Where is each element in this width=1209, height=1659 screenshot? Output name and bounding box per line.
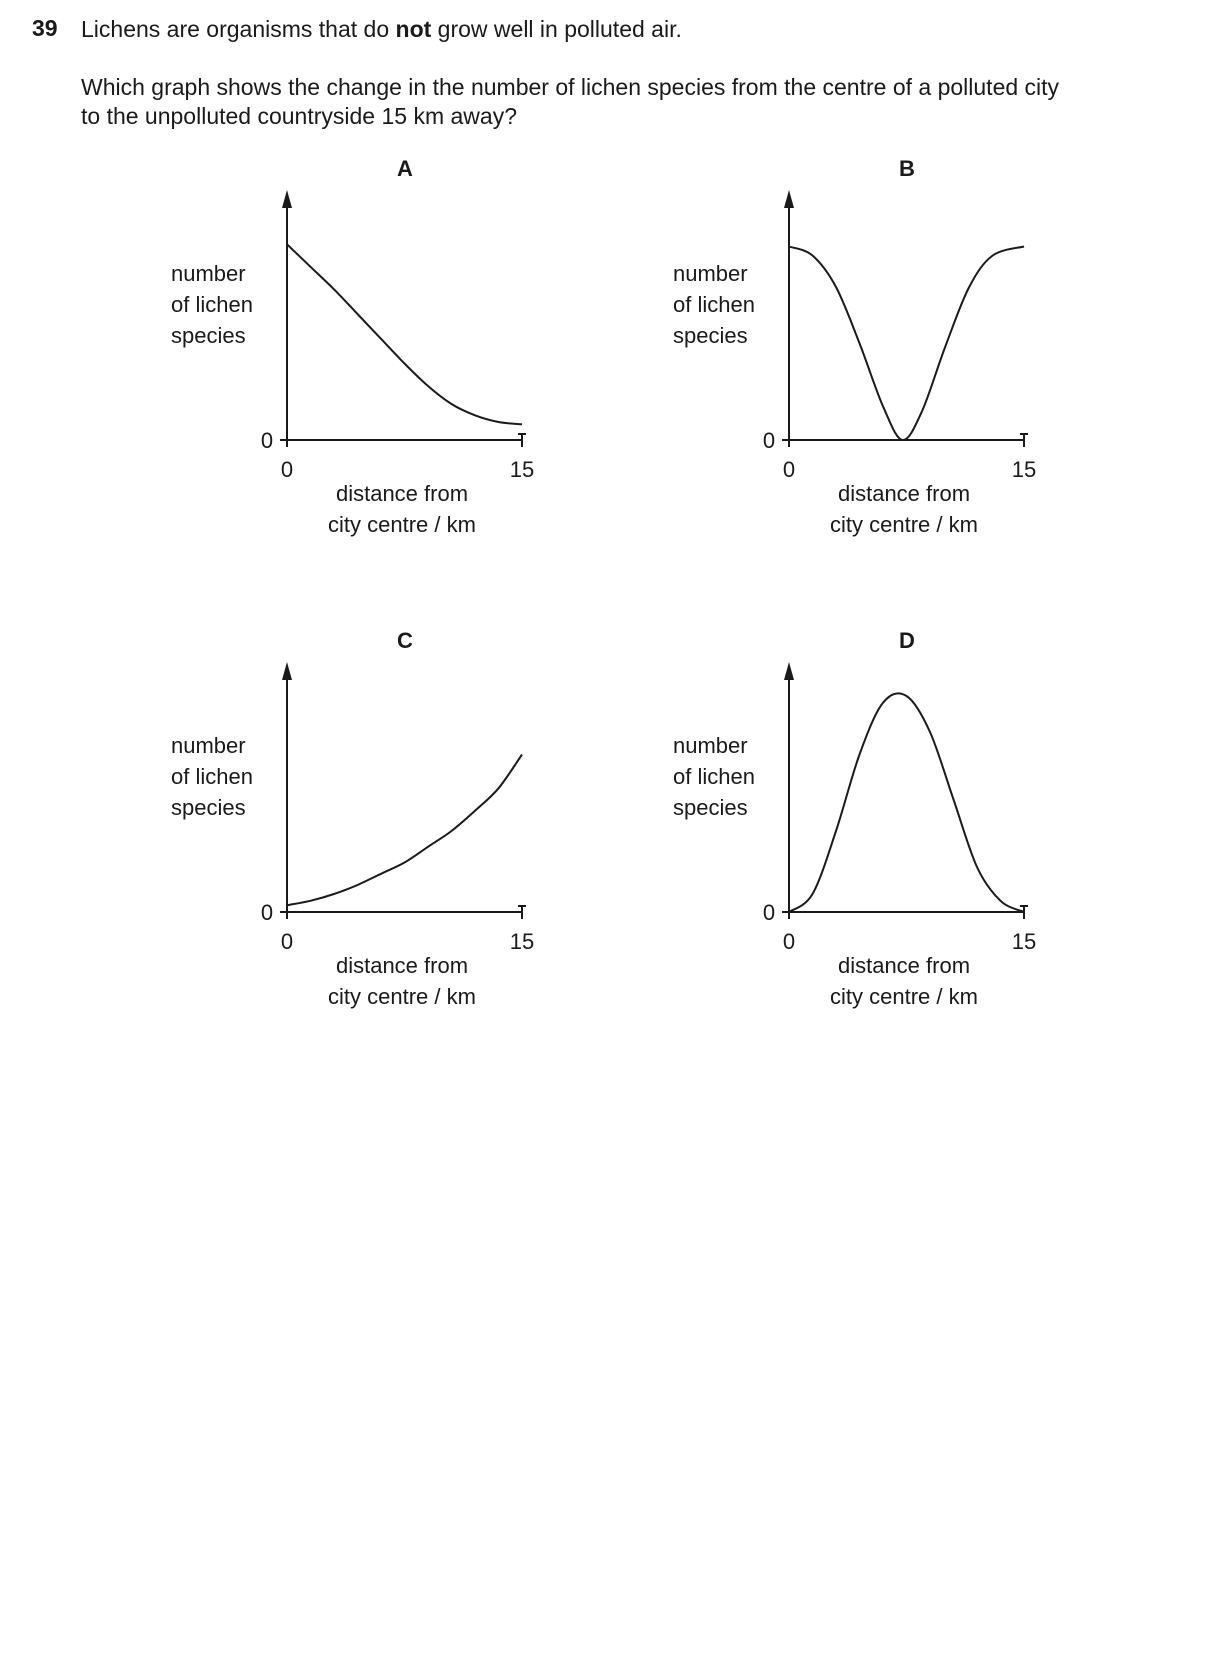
y-axis-label-line-3-c: species [171,795,246,820]
graph-a [171,156,534,537]
x-tick-label-15-c: 15 [509,929,535,954]
curve-a [287,244,522,424]
option-label-b: B [899,156,915,181]
intro-text-before: Lichens are organisms that do [81,16,396,42]
y-axis-label-line-2-a: of lichen [171,292,253,317]
y-axis-arrow-d [784,662,794,680]
curve-c [287,755,522,906]
y-axis-label-line-2-d: of lichen [673,764,755,789]
y-axis-label-line-1-b: number [673,261,748,286]
x-axis-label-line-2-c: city centre / km [328,984,476,1009]
x-tick-label-0-d: 0 [782,929,796,954]
question-text-line-2: to the unpolluted countryside 15 km away? [81,103,517,129]
intro-bold-word: not [395,16,432,42]
y-axis-arrow-c [282,662,292,680]
x-axis-label-line-1-a: distance from [335,481,469,506]
x-axis-label-line-2-d: city centre / km [830,984,978,1009]
y-tick-label-0-c: 0 [260,900,274,925]
y-axis-label-line-3-a: species [171,323,246,348]
y-tick-label-0-b: 0 [762,428,776,453]
option-label-c: C [397,628,413,653]
y-axis-label-line-3-d: species [673,795,748,820]
x-tick-label-0-b: 0 [782,457,796,482]
y-axis-label-line-1-a: number [171,261,246,286]
y-axis-label-line-3-b: species [673,323,748,348]
x-axis-label-line-1-b: distance from [837,481,971,506]
x-axis-label-line-2-b: city centre / km [830,512,978,537]
x-axis-label-line-1-c: distance from [335,953,469,978]
y-axis-label-line-1-d: number [673,733,748,758]
y-axis-label-line-2-c: of lichen [171,764,253,789]
x-tick-label-15-b: 15 [1011,457,1037,482]
graph-b [673,156,1036,537]
curve-b [789,247,1024,441]
x-tick-label-0-a: 0 [280,457,294,482]
option-label-d: D [899,628,915,653]
graph-c [171,628,534,1009]
y-axis-label-line-1-c: number [171,733,246,758]
x-axis-label-line-1-d: distance from [837,953,971,978]
question-number: 39 [32,15,58,41]
x-tick-label-15-d: 15 [1011,929,1037,954]
intro-text-after: grow well in polluted air. [431,16,682,42]
x-axis-label-line-2-a: city centre / km [328,512,476,537]
y-tick-label-0-a: 0 [260,428,274,453]
graph-d [673,628,1036,1009]
x-tick-label-15-a: 15 [509,457,535,482]
y-axis-arrow-b [784,190,794,208]
y-axis-label-line-2-b: of lichen [673,292,755,317]
y-tick-label-0-d: 0 [762,900,776,925]
x-tick-label-0-c: 0 [280,929,294,954]
question-text-line-1: Which graph shows the change in the number of lichen species from the centre of a polluted city [81,74,1060,100]
y-axis-arrow-a [282,190,292,208]
option-label-a: A [397,156,413,181]
curve-d [789,693,1024,912]
